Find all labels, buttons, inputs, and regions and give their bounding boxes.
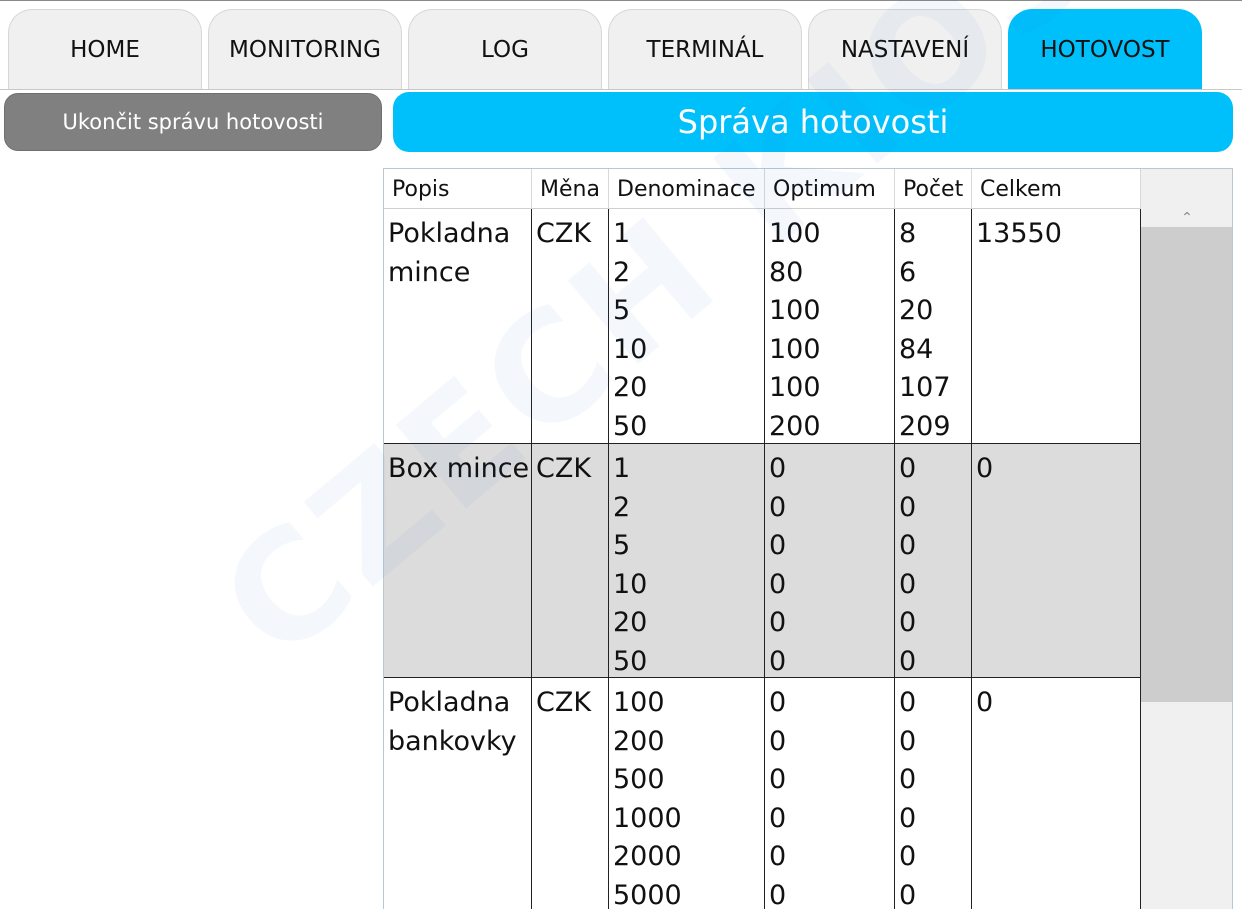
column-header-denominace[interactable]: Denominace <box>609 169 765 209</box>
optimum-value: 100 <box>769 218 821 249</box>
pocet-value: 209 <box>899 410 951 442</box>
optimum-value: 0 <box>769 453 787 484</box>
cell-denominace <box>609 678 765 909</box>
optimum-value: 0 <box>769 841 787 872</box>
cell-pocet <box>895 444 972 677</box>
denominace-value: 1 <box>613 453 631 484</box>
pocet-value: 0 <box>899 645 917 677</box>
pocet-value: 84 <box>899 333 934 365</box>
denominace-value: 10 <box>613 333 648 365</box>
denominace-value: 2000 <box>613 841 682 872</box>
pocet-value: 0 <box>899 607 917 638</box>
optimum-value: 0 <box>769 687 787 718</box>
optimum-value: 100 <box>769 295 821 326</box>
optimum-value: 0 <box>769 764 787 795</box>
cell-optimum <box>765 678 895 909</box>
denominace-value: 2 <box>613 491 631 523</box>
denominace-value: 50 <box>613 645 648 677</box>
cell-mena: CZK <box>532 678 609 909</box>
denominace-value: 20 <box>613 372 648 403</box>
denominace-value: 2 <box>613 256 631 288</box>
header-filler <box>1141 169 1233 209</box>
cell-popis: Pokladna bankovky <box>384 678 532 909</box>
optimum-value: 200 <box>769 410 821 442</box>
pocet-value: 0 <box>899 491 917 523</box>
column-header-popis[interactable]: Popis <box>384 169 532 209</box>
optimum-value: 0 <box>769 568 787 600</box>
column-header-pocet[interactable]: Počet <box>895 169 972 209</box>
tab-nastaveni[interactable]: NASTAVENÍ <box>808 9 1002 89</box>
optimum-value: 80 <box>769 256 804 288</box>
pocet-value: 0 <box>899 879 917 909</box>
cell-pocet <box>895 678 972 909</box>
pocet-value: 6 <box>899 256 917 288</box>
pocet-value: 0 <box>899 453 917 484</box>
pocet-value: 107 <box>899 372 951 403</box>
cell-denominace <box>609 209 765 443</box>
scrollbar-thumb[interactable] <box>1141 227 1233 702</box>
cell-mena: CZK <box>532 209 609 443</box>
vertical-scrollbar[interactable] <box>1141 209 1233 909</box>
optimum-value: 0 <box>769 802 787 834</box>
optimum-value: 0 <box>769 645 787 677</box>
pocet-value: 0 <box>899 530 917 561</box>
optimum-value: 0 <box>769 607 787 638</box>
denominace-value: 20 <box>613 607 648 638</box>
optimum-value: 100 <box>769 372 821 403</box>
chevron-up-icon[interactable]: ⌃ <box>1181 210 1193 226</box>
tab-monitoring[interactable]: MONITORING <box>208 9 402 89</box>
denominace-value: 5000 <box>613 879 682 909</box>
table-row[interactable] <box>384 444 1141 678</box>
denominace-value: 200 <box>613 725 665 757</box>
cell-celkem: 0 <box>972 678 1141 909</box>
cell-celkem: 0 <box>972 444 1141 677</box>
table-row[interactable] <box>384 209 1141 444</box>
pocet-value: 8 <box>899 218 917 249</box>
optimum-value: 0 <box>769 530 787 561</box>
optimum-value: 0 <box>769 491 787 523</box>
cell-celkem: 13550 <box>972 209 1141 443</box>
denominace-value: 100 <box>613 687 665 718</box>
pocet-value: 0 <box>899 568 917 600</box>
cell-optimum <box>765 209 895 443</box>
cash-table <box>383 168 1233 909</box>
cell-mena: CZK <box>532 444 609 677</box>
tab-terminal[interactable]: TERMINÁL <box>608 9 802 89</box>
denominace-value: 1000 <box>613 802 682 834</box>
pocet-value: 20 <box>899 295 934 326</box>
pocet-value: 0 <box>899 725 917 757</box>
cell-popis: Box mince <box>384 444 532 677</box>
pocet-value: 0 <box>899 687 917 718</box>
column-header-optimum[interactable]: Optimum <box>765 169 895 209</box>
denominace-value: 1 <box>613 218 631 249</box>
end-cash-management-button[interactable]: Ukončit správu hotovosti <box>4 93 382 151</box>
cell-popis: Pokladna mince <box>384 209 532 443</box>
cell-denominace <box>609 444 765 677</box>
cell-pocet <box>895 209 972 443</box>
denominace-value: 5 <box>613 295 631 326</box>
column-header-mena[interactable]: Měna <box>532 169 609 209</box>
pocet-value: 0 <box>899 841 917 872</box>
tab-strip <box>0 0 1242 90</box>
optimum-value: 0 <box>769 725 787 757</box>
optimum-value: 0 <box>769 879 787 909</box>
tab-log[interactable]: LOG <box>408 9 602 89</box>
tab-home[interactable]: HOME <box>8 9 202 89</box>
denominace-value: 500 <box>613 764 665 795</box>
column-header-celkem[interactable]: Celkem <box>972 169 1141 209</box>
denominace-value: 50 <box>613 410 648 442</box>
optimum-value: 100 <box>769 333 821 365</box>
table-row[interactable] <box>384 678 1141 909</box>
pocet-value: 0 <box>899 802 917 834</box>
page-title: Správa hotovosti <box>393 92 1233 152</box>
pocet-value: 0 <box>899 764 917 795</box>
denominace-value: 10 <box>613 568 648 600</box>
tab-divider <box>0 89 1242 90</box>
cell-optimum <box>765 444 895 677</box>
tab-hotovost[interactable]: HOTOVOST <box>1008 9 1202 89</box>
denominace-value: 5 <box>613 530 631 561</box>
